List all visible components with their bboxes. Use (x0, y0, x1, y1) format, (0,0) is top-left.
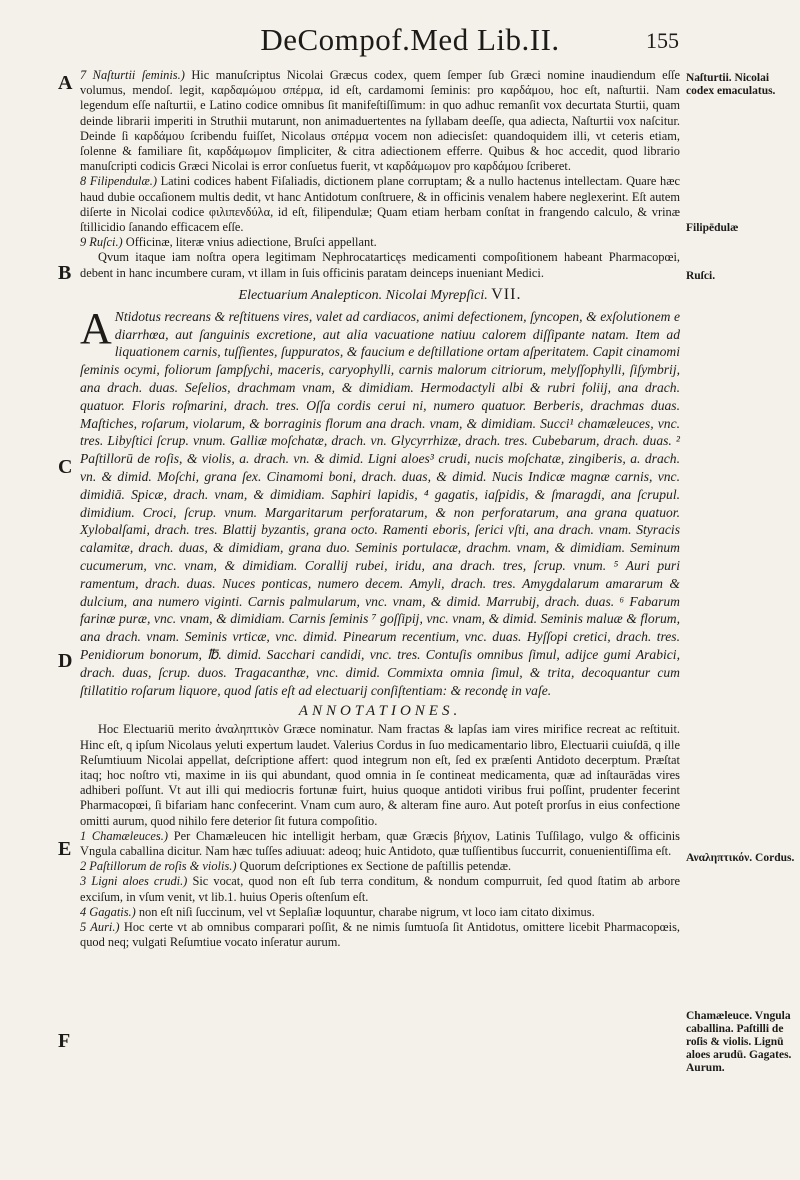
note-text: Latini codices habent Fiſaliadis, dictionem plane corruptam; & a nullo hactenus intellectam. Quare hæc haud dubie occaſionem multis dedit, vt hanc Antidotum conſtruere, & in officinis venalem habere neglexerint. Eſt autem diſerte in Nicolai codice φιλιπενδύλα, id eſt, filipendulæ; Quam etiam herbam conſtat in frangendo calculo, & vrinæ ſtillicidio ſanando efficacem eſſe. (80, 174, 680, 235)
side-letter-d: D (58, 650, 73, 672)
section-heading (80, 286, 680, 304)
margin-note: Αναληπτικόν. Cordus. (686, 852, 795, 864)
margin-note: Ruſci. (686, 270, 716, 282)
note-text: Hic manuſcriptus Nicolai Græcus codex, quem ſemper ſub Græci nomine inaudiendum eſſe volumus, mendoſ. legit, καρδαμώμου σπέρμα, id eſt, cardamomi ſeminis: pro καρδάμου, hoc eſt, naſturtii. Nam legendum eſſe naſturtii, e Latino codice omnibus ſit manifeſtiſſimum: in quo adhuc remanſit vox decurtata Sturtii, quam deinde librarii imperiti in Struthii mutarunt, non animaduertentes na ſyllabam deeſſe, qua adiecta, Naſturtii vox naſcitur. Deinde ſi καρδάμου ſcribendu fuiſſet, Nicolaus σπέρμα vocem non adiecisſet: quandoquidem illi, vt ceteris etiam, ſolenne & familiare ſit, καρδάμωμον ſimpliciter, & citra adiectionem efferre. Quibus & hoc accedit, quod librario manuſcripti codicis Græci Nicolai is error conſuetus fuerit, vt καρδάμωμον pro καρδάμου ſcriberet. (80, 68, 680, 174)
recipe-paragraph (80, 303, 680, 700)
annotation-note (80, 874, 680, 904)
recipe-text: Ntidotus recreans & reſtituens vires, valet ad cardiacos, animi defectionem, ſyncopen, & exſolutionem e diarrhœa, aut ſanguinis excretione, aut alia vacuatione natiuu calorem diſſipante natam. Item ad liquationem carnis, tuſſientes, ſuppuratos, & faucium e deſtillatione ortam aſperitatem. Capit cinamomi ſeminis ocymi, foliorum ſampſychi, maceris, caryophylli, carnis malorum citriorum, melyſſophylli, ſiſymbrij, ana drach. duas. Seſelios, drachmam vnam, & dimidiam. Hermodactyli albi & rubri foliij, ana drach. quatuor. Floris roſmarini, drach. tres. Oſſa cordis cerui ni, numero quatuor. Berberis, drachmas duas. Maſtiches, roſarum, violarum, & borraginis florum ana drach. vnam, & dimidiam. Succi¹ chamæleuces, vnc. tres. Libyſtici ſcrup. vnum. Galliæ moſchatæ, drach. vn. Glycyrrhizæ, drach. tres. Cubebarum, drach. duas. ² Paſtillorū de roſis, & violis, a. drach. vn. & dimid. Ligni aloes³ crudi, nucis moſchatæ, zingiberis, a. drach. vn. & dimid. Moſchi, grana ſex. Cinamomi boni, drach. duas, & dimid. Nucis Indicæ magnæ carnis, vnc. dimidiā. Spicæ, drach. vnam, & dimidiam. Saphiri lapidis, ⁴ gagatis, iaſpidis, & ſmaragdi, ana ſcrupul. dimidium. Croci, ſcrup. vnum. Margaritarum perforatarum, & non perforatarum, ana grana quatuor. Xylobalſami, drach. tres. Blattij byzantis, grana octo. Ramenti eboris, ſerici vſti, ana drach. vnam. Styracis calamitæ, drach. duas, & dimidiam, grana duo. Seminis portulacæ, drachm. vnam, & dimidiam. Seminum cucumerum, vnc. vnam, & dimidiam. Corallij rubei, iridu, ana drach. tres, ſcrup. vnum. ⁵ Auri puri ramentum, drach. duas. Nuces ponticas, numero decem. Amyli, drach. tres. Amygdalarum amararum & dulcium, ana numero viginti. Carnis palmularum, vnc. vnam, & dimid. Marrubij, drach. duas. ⁶ Fabarum farinæ puræ, vnc. vnam, & dimidiam. Carnis ſeminis ⁷ goſſipij, vnc. vnam, & dimid. Seminis maluæ & florum, ana drach. vnam. Seminis vrticæ, vnc. dimid. Pinearum recentium, vnc. duas. Hyſſopi cretici, drach. tres. Penidiorum bonorum, ℔. dimid. Sacchari candidi, vnc. tres. Contuſis omnibus ſimul, adijce gumi Arabici, drach. duas, ſcrup. duos. Tragacanthæ, vnc. dimid. Commixta omnia ſimul, & trita, decoquantur cum ſtillatitio roſarum liquore, quod ſatis eſt ad electuarij conſiſtentiam: & recondę in vaſe. (80, 308, 680, 698)
side-letter-b: B (58, 262, 72, 284)
note-text: Quorum deſcriptiones ex Sectione de paſtillis petendæ. (236, 859, 512, 874)
note-text: Hoc certe vt ab omnibus comparari poſſit, & ne nimis ſumtuoſa ſit Antidotus, omittere licebit Pharmacopœis, quod neq; vulgati Reſumtiue vocato inſeratur aurum. (80, 920, 680, 950)
note-paragraph (80, 68, 680, 174)
annotations-heading: ANNOTATIONES. (298, 703, 462, 720)
note-text: non eſt niſi ſuccinum, vel vt Seplaſiæ loquuntur, charabe nigrum, vt loco iam citato diximus. (135, 904, 595, 919)
page-number: 155 (646, 28, 679, 53)
annotation-note (80, 920, 680, 950)
note-lemma: 1 Chamæleuces.) (80, 828, 168, 843)
note-paragraph (80, 235, 680, 250)
margin-note: Filipēdulæ (686, 222, 739, 234)
note-text: Per Chamæleucen hic intelligit herbam, quæ Græcis βήχιον, Latinis Tuſſilago, vulgo & officinis Vngula caballina dicitur. Nam hæc tuſſes adiuuat: adeoq; huic Antidoto, quæ tuſſientibus ſuccurrit, conuenientiſſima eſt. (80, 828, 680, 858)
section-number: VII. (491, 285, 522, 303)
text-column (80, 68, 680, 950)
closing-paragraph: Qvum itaque iam noſtra opera legitimam Nephrocatarticęs medicamenti compoſitionem habeant Pharmacopœi, debent in hanc incumbere curam, vt illam in ſuis officinis paratam deinceps inueniant Medici. (80, 250, 680, 280)
side-letter-e: E (58, 838, 72, 860)
running-head: DeCompof.Med Lib.II. (260, 22, 560, 57)
note-lemma: 4 Gagatis.) (80, 904, 136, 919)
annotations-intro: Hoc Electuariū merito ἀναληπτικὸν Græce nominatur. Nam fractas & lapſas iam vires mirifice recreat ac reſtituit. Hinc eſt, q ipſum Nicolaus yeluti expertum laudet. Valerius Cordus in ſuo medicamentario libro, Electuarii cuiuſdā, q ille Reſumtiuum Nicolai appellat, deſcriptione affert: quod integrum non eſt, ſed ex præſenti Antidoto decerptum. Præſtat itaq; hoc noſtro vti, maxime in iis qui abundant, quod omnia in ſe contineat medicamenta, quæ ad inſtaurādas vires adhiberi poſſunt. Vt aut illi qui mediocris fortunæ fuirt, huius quoque antidoti viribus frui poſſint, prudenter fecerint Pharmacopœi, ſi bifariam hanc confecerint. Vnam cum auro, & alteram fine auro. Aut poteſt prorſus in eius confectione omitti aurum, quod nihilo fere deterior ſit futura compoſitio. (80, 722, 680, 828)
section-title: Electuarium Analepticon. Nicolai Myrepſici. (238, 287, 488, 303)
note-lemma: 5 Auri.) (80, 920, 120, 935)
side-letter-c: C (58, 456, 73, 478)
note-text: Officinæ, literæ vnius adiectione, Bruſci appellant. (122, 235, 377, 250)
side-letter-a: A (58, 72, 73, 94)
note-lemma: 7 Naſturtii ſeminis.) (80, 68, 185, 82)
margin-note: Naſturtii. Nicolai codex emaculatus. (686, 72, 776, 97)
note-lemma: 9 Ruſci.) (80, 235, 123, 250)
annotation-note (80, 905, 680, 920)
note-paragraph (80, 174, 680, 235)
annotation-note (80, 859, 680, 874)
note-lemma: 2 Paſtillorum de roſis & violis.) (80, 859, 237, 874)
margin-note: Chamæleuce. Vngula caballina. Paſtilli de roſis & violis. Lignū aloes arudū. Gagates. Aurum. (686, 1010, 792, 1074)
side-letter-f: F (58, 1030, 71, 1052)
note-lemma: 3 Ligni aloes crudi.) (80, 874, 188, 889)
annotation-note (80, 829, 680, 859)
note-lemma: 8 Filipendulæ.) (80, 174, 157, 189)
note-text: Sic vocat, quod non eſt ſub terra conditum, & nondum compurruit, ſed quod ſtatim ab arbore exciſum, in vſum venit, vt lib.1. huius Operis oſtenſum eſt. (80, 874, 680, 904)
drop-initial: A (80, 303, 112, 353)
